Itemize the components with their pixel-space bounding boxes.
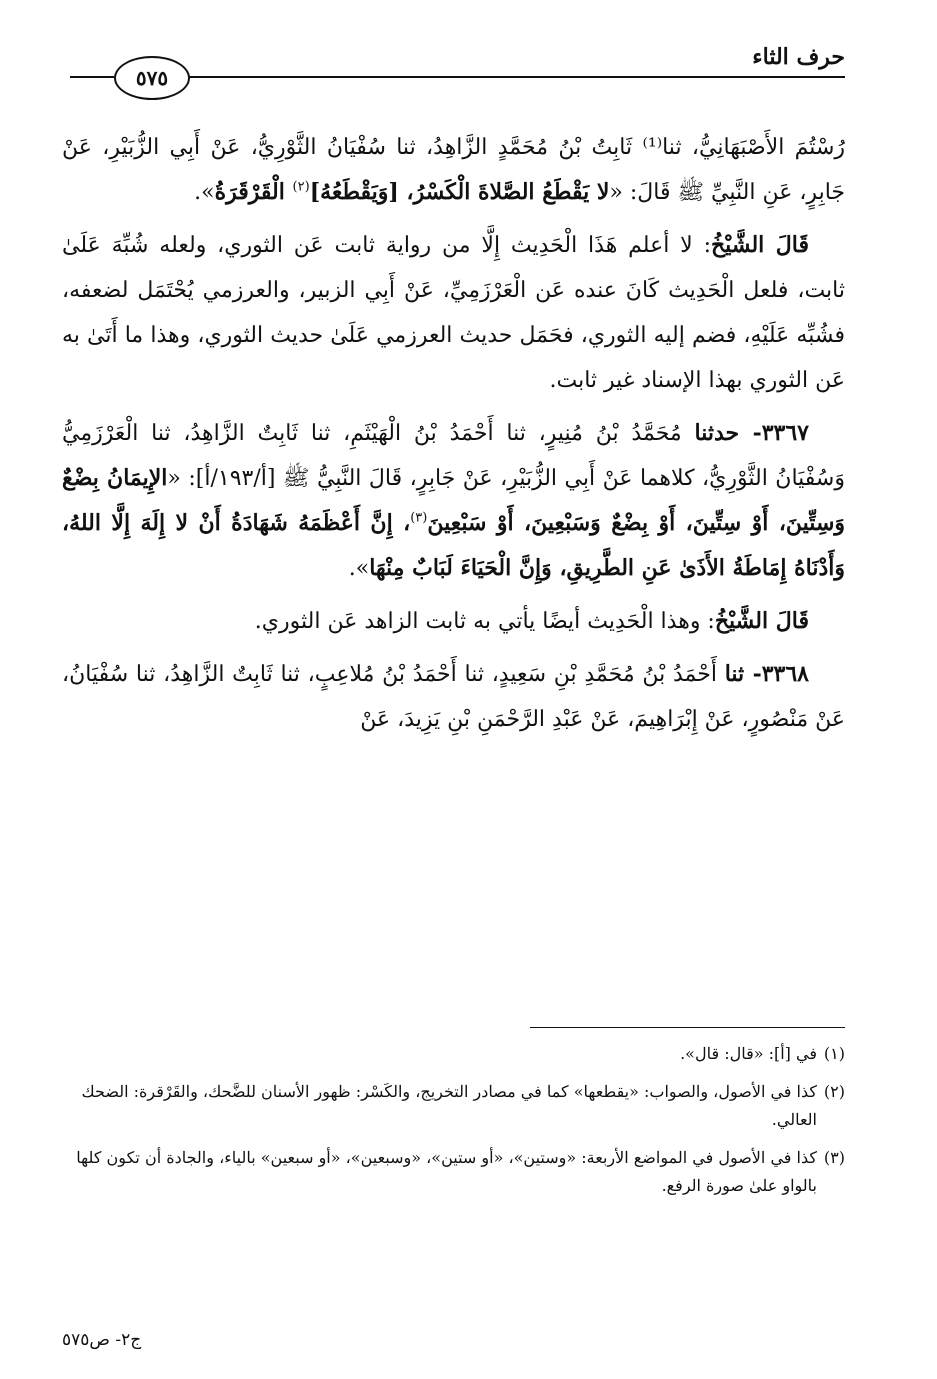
footnote: [62, 1040, 845, 1068]
p3-hadith-text: الإِيمَانُ بِضْعٌ وَسِتِّينَ، أَوْ سِتِّينَ، أَوْ بِضْعٌ وَسَبْعِينَ، أَوْ سَبْعِينَ: [62, 465, 846, 536]
paragraph-4: [62, 599, 845, 644]
p3-end: ».: [348, 556, 370, 581]
paragraph-2: [62, 223, 845, 403]
page-header: [70, 40, 845, 100]
p5-text: أَحْمَدُ بْنُ مُحَمَّدِ بْنِ سَعِيدٍ، ثنا أَحْمَدُ بْنُ مُلاعِبٍ، ثنا ثَابِتٌ الزَّاهِدُ، ثنا سُفْيَانُ، عَنْ مَنْصُورٍ، عَنْ إِبْرَاهِيمَ، عَنْ عَبْدِ الرَّحْمَنِ بْنِ يَزِيدَ، عَنْ: [62, 662, 845, 732]
p3-hadith-text-end: ، إِنَّ أَعْظَمَهُ شَهَادَةُ أَنْ لا إِلَهَ إِلَّا اللهُ، وَأَدْنَاهُ إِمَاطَةُ الأَذَىٰ عَنِ الطَّرِيقِ، وَإِنَّ الْحَيَاءَ لَبَابٌ مِنْهَا: [62, 510, 845, 581]
page-reference: ج٢- ص٥٧٥: [62, 1330, 142, 1350]
footnote-text: كذا في الأصول، والصواب: «يقطعها» كما في مصادر التخريج، والكَسْر: ظهور الأسنان للضَّحك، والقَرْقرة: الضحك العالي.: [81, 1082, 817, 1129]
p5-lead: ثنا: [724, 661, 745, 687]
footnote-ref-2: (٢): [292, 179, 310, 195]
paragraph-1: [62, 125, 845, 215]
footnote-text: في [أ]: «قال: قال».: [680, 1044, 817, 1063]
footnotes: [62, 1040, 845, 1210]
page-number: ٥٧٥: [135, 66, 169, 90]
footnote-number: (٣): [823, 1148, 845, 1167]
footnote: [62, 1144, 845, 1200]
p1-hadith-text: لا يَقْطَعُ الصَّلاةَ الْكَسْرُ، [وَيَقْطَعُهُ]: [309, 179, 610, 205]
page-number-badge: [114, 56, 190, 100]
p1-text: رُسْتُمَ الأَصْبَهَانِيُّ، ثنا⁽¹⁾ ثَابِتُ بْنُ مُحَمَّدٍ الزَّاهِدُ، ثنا سُفْيَانُ الثَّوْرِيُّ، عَنْ أَبِي الزُّبَيْرِ، عَنْ جَابِرٍ، عَنِ النَّبِيِّ ﷺ قَالَ: «: [62, 135, 846, 205]
footnote-number: (٢): [823, 1082, 845, 1101]
p3-lead: حدثنا: [694, 420, 740, 446]
p4-lead: قَالَ الشَّيْخُ: [714, 608, 809, 634]
header-rule: [186, 76, 845, 78]
footnote-number: (١): [823, 1044, 845, 1063]
p2-lead: قَالَ الشَّيْخُ: [710, 232, 809, 258]
p1-hadith-text-end: الْقَرْقَرَةُ: [214, 179, 293, 205]
p2-text: : لا أعلم هَذَا الْحَدِيث إِلَّا من رواية ثابت عَن الثوري، ولعله شُبِّهَ عَلَىٰ ثابت، فلعل الْحَدِيث كَانَ عنده عَن الْعَرْزَمِيِّ، عَنْ أَبِي الزبير، والعرزمي يُحْتَمَل لضعفه، فشُبِّه عَلَيْهِ، فضم إليه الثوري، فحَمَل حديث العرزمي عَلَىٰ حديث الثوري، وهذا ما أَتَىٰ به عَن الثوري بهذا الإسناد غير ثابت.: [62, 233, 845, 393]
paragraph-5: [62, 652, 845, 742]
main-text: [62, 125, 845, 750]
p4-text: : وهذا الْحَدِيث أيضًا يأتي به ثابت الزاهد عَن الثوري.: [254, 609, 715, 634]
paragraph-3: [62, 411, 845, 591]
footnote-ref-3: (٣): [410, 510, 428, 526]
hadith-number-3367: ٣٣٦٧-: [739, 420, 809, 446]
chapter-title: حرف الثاء: [752, 44, 845, 70]
p3-text: مُحَمَّدُ بْنُ مُنِيرٍ، ثنا أَحْمَدُ بْنُ الْهَيْثَمِ، ثنا ثَابِتٌ الزَّاهِدُ، ثنا الْعَرْزَمِيُّ وَسُفْيَانُ الثَّوْرِيُّ، كلاهما عَنْ أَبِي الزُّبَيْرِ، عَنْ جَابِرٍ، قَالَ النَّبِيُّ ﷺ [أ/١٩٣/أ]: «: [62, 421, 845, 491]
footnote-separator: [530, 1027, 845, 1028]
footnote-text: كذا في الأصول في المواضع الأربعة: «وستين»، «أو ستين»، «وسبعين»، «أو سبعين» بالياء، والجادة أن تكون كلها بالواو علىٰ صورة الرفع.: [76, 1148, 817, 1195]
p1-end: ».: [194, 180, 215, 205]
hadith-number-3368: ٣٣٦٨-: [744, 661, 809, 687]
header-rule-left: [70, 76, 114, 78]
footnote: [62, 1078, 845, 1134]
